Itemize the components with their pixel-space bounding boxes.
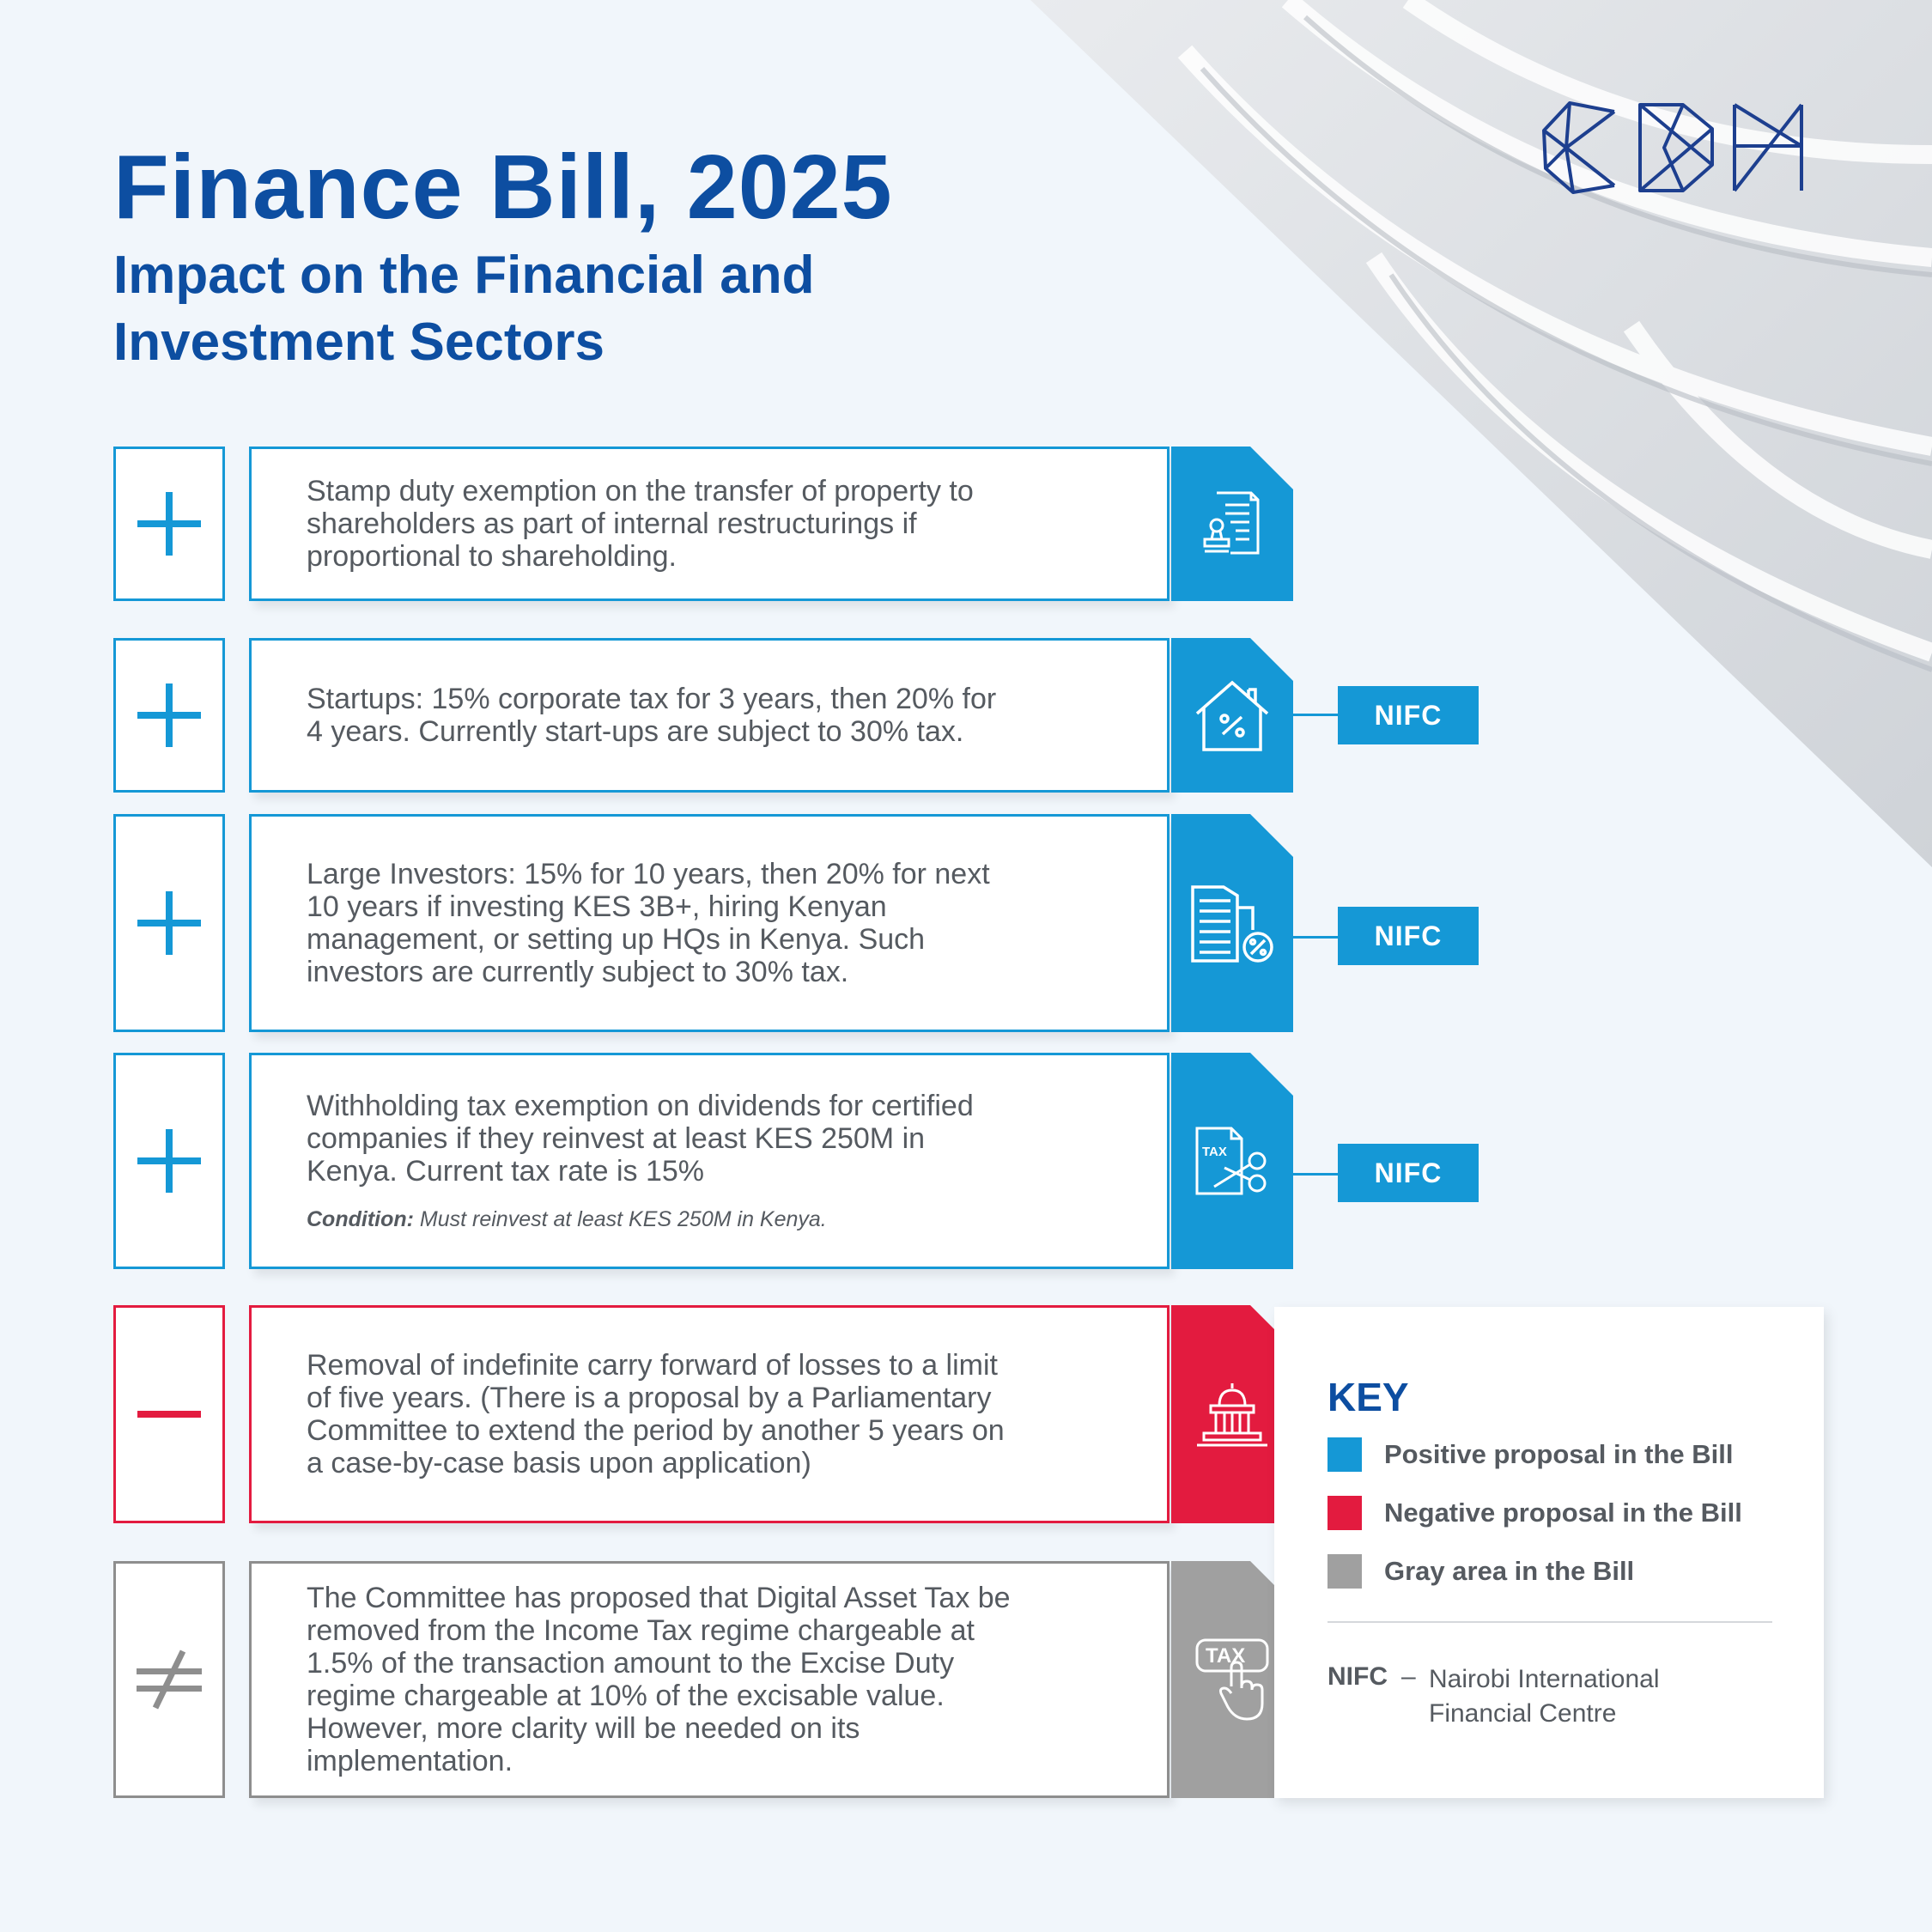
nifc-connector [1293,1173,1338,1176]
proposal-text: The Committee has proposed that Digital Asset Tax be removed from the Income Tax regime chargeable at 1.5% of the transaction amount to the Excise Duty regime chargeable at 10% of the excisable value. However, more clarity will be needed on its implementation. [307,1582,1011,1777]
stamp-document-icon [1201,489,1263,558]
plus-icon [137,891,201,955]
nifc-connector [1293,714,1338,716]
page-subtitle: Impact on the Financial and Investment Sectors [113,246,815,372]
positive-tab [1171,814,1293,1032]
key-legend [1274,1307,1824,1798]
key-abbreviation: NIFC [1327,1662,1388,1691]
nifc-tag: NIFC [1338,686,1479,744]
key-item-negative [1327,1496,1742,1530]
key-label: Positive proposal in the Bill [1384,1439,1734,1469]
minus-sign-box [113,1305,225,1523]
nifc-connector [1293,936,1338,939]
tax-icon-label: TAX [1202,1145,1227,1159]
key-item-gray [1327,1554,1634,1589]
tax-hand-click-icon [1194,1637,1271,1722]
key-swatch-gray [1327,1554,1362,1589]
nifc-tag: NIFC [1338,1144,1479,1202]
proposal-text: Stamp duty exemption on the transfer of property to shareholders as part of internal restructurings if proportional to shareholding. [307,475,974,573]
not-equal-sign-box [113,1561,225,1798]
condition-note [307,1206,1011,1232]
parliament-building-icon [1194,1380,1271,1449]
tax-icon-label: TAX [1206,1644,1246,1668]
proposal-text: Large Investors: 15% for 10 years, then 20% for next 10 years if investing KES 3B+, hiring Kenyan management, or setting up HQs in Kenya. Such investors are currently subject to 30% tax. [307,858,990,988]
proposal-card [249,814,1170,1032]
house-percent-icon [1194,677,1271,753]
not-equal-icon [135,1649,204,1710]
plus-sign-box [113,447,225,601]
condition-label: Condition: [307,1207,414,1231]
nifc-tag: NIFC [1338,907,1479,965]
key-dash: – [1401,1662,1416,1691]
tax-scissors-icon [1194,1125,1271,1197]
key-definition: Nairobi International Financial Centre [1429,1665,1660,1728]
proposal-text-block [307,1090,1011,1232]
proposal-card [249,447,1170,601]
proposal-card [249,1053,1170,1269]
plus-sign-box [113,814,225,1032]
key-label: Negative proposal in the Bill [1384,1498,1742,1528]
key-item-positive [1327,1437,1734,1472]
logo-text: CDH [1535,96,1538,97]
proposal-text: Withholding tax exemption on dividends for certified companies if they reinvest at least KES 250M in Kenya. Current tax rate is 15% [307,1090,974,1188]
key-label: Gray area in the Bill [1384,1556,1635,1586]
proposal-text: Removal of indefinite carry forward of losses to a limit of five years. (There is a proposal by a Parliamentary Committee to extend the period by another 5 years on a case-by-case basis upon application) [307,1349,1005,1479]
proposal-text: Startups: 15% corporate tax for 3 years, then 20% for 4 years. Currently start-ups are subject to 30% tax. [307,683,997,748]
buildings-percent-icon [1189,882,1275,964]
plus-icon [137,1129,201,1193]
plus-icon [137,683,201,747]
page-title: Finance Bill, 2025 [113,137,893,238]
positive-tab [1171,1053,1293,1269]
plus-icon [137,492,201,556]
plus-sign-box [113,1053,225,1269]
proposal-card [249,638,1170,793]
cdh-logo [1535,96,1810,199]
key-swatch-negative [1327,1496,1362,1530]
proposal-card [249,1305,1170,1523]
key-divider [1327,1621,1772,1623]
condition-text: Must reinvest at least KES 250M in Kenya. [419,1207,827,1231]
key-title: KEY [1327,1375,1409,1419]
minus-icon [137,1410,201,1419]
plus-sign-box [113,638,225,793]
proposal-card [249,1561,1170,1798]
key-swatch-positive [1327,1437,1362,1472]
